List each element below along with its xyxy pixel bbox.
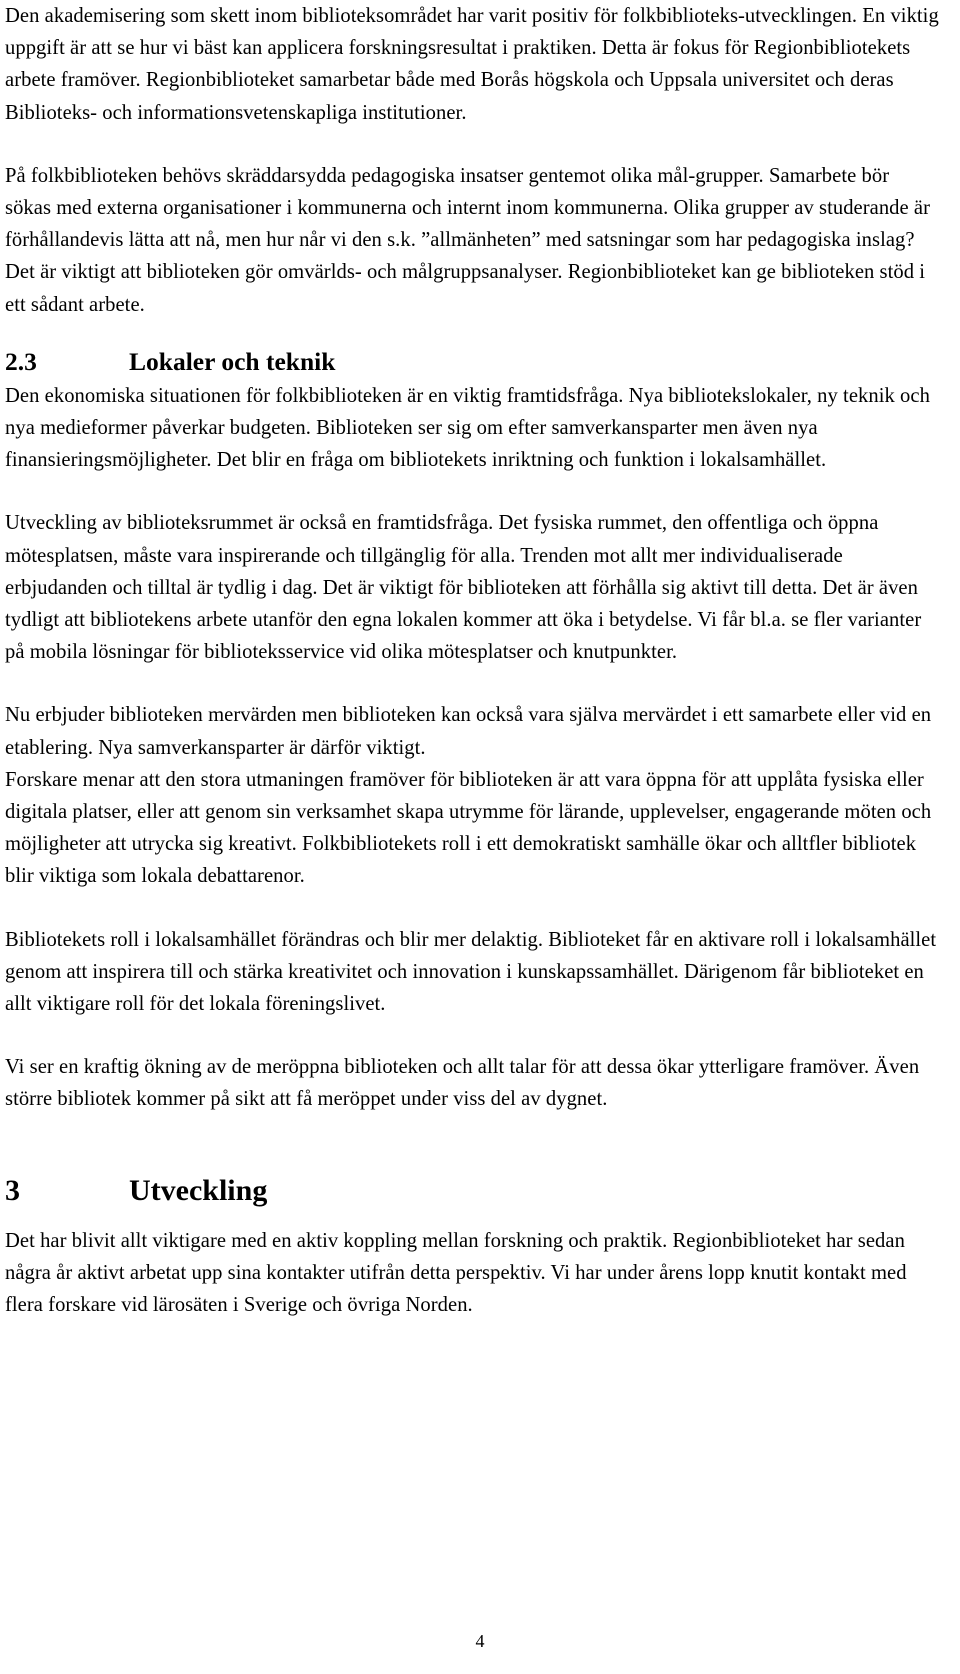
paragraph-meroppna-bibliotek: Vi ser en kraftig ökning av de meröppna biblioteken och allt talar för att dessa ökar ytterligare framöver. Även större bibliotek kommer på sikt att få meröppet under viss del av dygnet. (5, 1056, 920, 1111)
paragraph-biblioteksrummet: Utveckling av biblioteksrummet är också en framtidsfråga. Det fysiska rummet, den offentliga och öppna mötesplatsen, måste vara inspirerande och tillgänglig för alla. Trenden mot allt mer individualiserade erbjudanden och tilltal är tydlig i dag. Det är viktigt för biblioteken att förhålla sig aktivt till detta. Det är även tydligt att bibliotekens arbete utanför den egna lokalen kommer att öka i betydelse. Vi får bl.a. se fler varianter på mobila lösningar för biblioteksservice vid olika mötesplatser och knutpunkter. (5, 512, 922, 664)
chapter-number: 3 (5, 1173, 20, 1207)
chapter-title: Utveckling (129, 1173, 268, 1207)
section-number: 2.3 (5, 346, 37, 376)
section-title: Lokaler och teknik (129, 346, 336, 376)
paragraph-mervarden: Nu erbjuder biblioteken mervärden men biblioteken kan också vara själva mervärdet i ett samarbete eller vid en etablering. Nya samverkansparter är därför viktigt. (5, 704, 932, 759)
paragraph-akademisering: Den akademisering som skett inom biblioteksområdet har varit positiv för folkbiblioteks-utvecklingen. En viktig uppgift är att se hur vi bäst kan applicera forskningsresultat i praktiken. Detta är fokus för Regionbibliotekets arbete framöver. Regionbiblioteket samarbetar både med Borås högskola och Uppsala universitet och deras Biblioteks- och informationsvetenskapliga institutioner. (5, 5, 939, 124)
paragraph-ekonomiska-situationen: Den ekonomiska situationen för folkbiblioteken är en viktig framtidsfråga. Nya bibliotekslokaler, ny teknik och nya medieformer påverkar budgeten. Biblioteken ser sig om efter samverkansparter men även nya finansieringsmöjligheter. Det blir en fråga om bibliotekets inriktning och funktion i lokalsamhället. (5, 384, 930, 472)
paragraph-forskare: Forskare menar att den stora utmaningen framöver för biblioteken är att vara öppna för att upplåta fysiska eller digitala platser, eller att genom sin verksamhet skapa utrymme för lärande, upplevelser, engagerande möten och möjligheter att utrycka sig kreativt. Folkbibliotekets roll i ett demokratiskt samhälle ökar och alltfler bibliotek blir viktiga som lokala debattarenor. (5, 768, 932, 888)
document-body (5, 0, 940, 1321)
chapter-heading-utveckling (5, 1171, 940, 1211)
paragraph-lokalsamhallet: Bibliotekets roll i lokalsamhället förändras och blir mer delaktig. Biblioteket får en aktivare roll i lokalsamhället genom att inspirera till och stärka kreativitet och innovation i kunskapssamhället. Därigenom får biblioteket en allt viktigare roll för det lokala föreningslivet. (5, 928, 937, 1016)
section-heading-lokaler-och-teknik (5, 347, 940, 377)
page-number: 4 (475, 1631, 485, 1651)
paragraph-forskning-och-praktik: Det har blivit allt viktigare med en aktiv koppling mellan forskning och praktik. Regionbiblioteket har sedan några år aktivt arbetat upp sina kontakter utifrån detta perspektiv. Vi har under årens lopp knutit kontakt med flera forskare vid lärosäten i Sverige och övriga Norden. (5, 1229, 907, 1317)
paragraph-pedagogiska-insatser: På folkbiblioteken behövs skräddarsydda pedagogiska insatser gentemot olika mål-grupper. Samarbete bör sökas med externa organisationer i kommunerna och internt inom kommunerna. Olika grupper av studerande är förhållandevis lätta att nå, men hur når vi den s.k. ”allmänheten” med satsningar som har pedagogiska inslag? Det är viktigt att biblioteken gör omvärlds- och målgruppsanalyser. Regionbiblioteket kan ge biblioteken stöd i ett sådant arbete. (5, 164, 931, 316)
